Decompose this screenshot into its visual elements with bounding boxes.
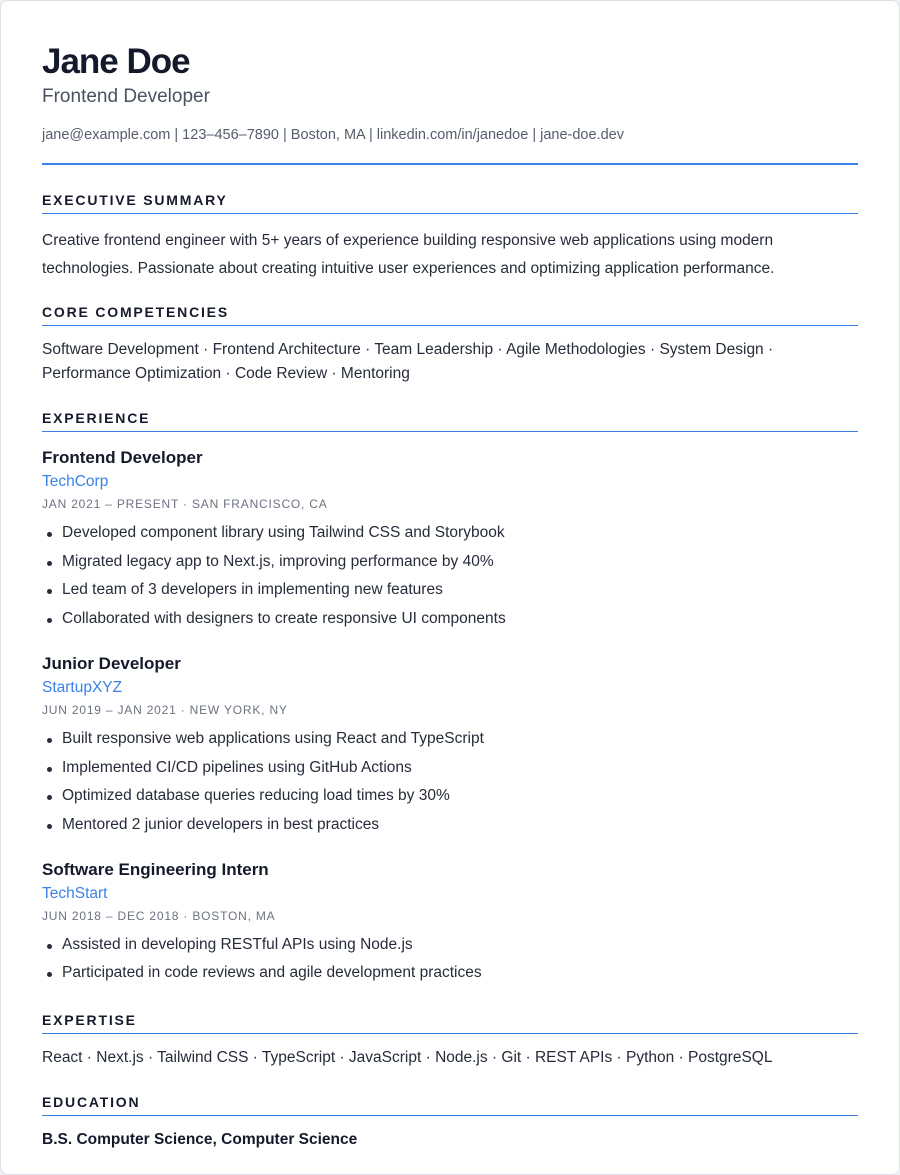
company-name: TechCorp [42, 473, 109, 490]
section-heading-competencies: CORE COMPETENCIES [42, 304, 858, 326]
job-dates-location: JAN 2021 – PRESENT · SAN FRANCISCO, CA [42, 497, 328, 511]
job-dates-location: JUN 2019 – JAN 2021 · NEW YORK, NY [42, 702, 288, 717]
contact-line: jane@example.com | 123–456–7890 | Boston, MA | linkedin.com/in/janedoe | jane-doe.dev [42, 127, 624, 143]
company-name: TechStart [42, 884, 108, 902]
job-title: Junior Developer [42, 653, 181, 673]
job-title: Software Engineering Intern [42, 859, 269, 879]
job-dates-location: JUN 2018 – DEC 2018 · BOSTON, MA [42, 908, 276, 923]
expertise-text: React · Next.js · Tailwind CSS · TypeScript · JavaScript · Node.js · Git · REST APIs · Python · PostgreSQL [42, 1049, 773, 1067]
job-bullet: Built responsive web applications using React and TypeScript [42, 725, 858, 754]
competencies-section [42, 304, 858, 386]
job-bullet: Collaborated with designers to create responsive UI components [42, 605, 858, 634]
job-bullet: Migrated legacy app to Next.js, improving performance by 40% [42, 548, 858, 577]
summary-section [42, 192, 858, 283]
job-title: Frontend Developer [42, 448, 203, 467]
candidate-name: Jane Doe [42, 42, 190, 81]
job-bullet: Optimized database queries reducing load times by 30% [42, 782, 858, 811]
competencies-text: Software Development · Frontend Architecture · Team Leadership · Agile Methodologies · System Design · Performance Optimization · Code Review · Mentoring [42, 341, 774, 382]
job-bullets [42, 519, 858, 634]
experience-section [42, 410, 858, 988]
candidate-title: Frontend Developer [42, 86, 210, 107]
job-entry [42, 446, 858, 634]
education-degree: B.S. Computer Science, Computer Science [42, 1131, 358, 1149]
job-bullets [42, 725, 858, 840]
section-heading-experience: EXPERIENCE [42, 410, 858, 432]
job-bullet: Developed component library using Tailwind CSS and Storybook [42, 519, 858, 548]
section-heading-education: EDUCATION [42, 1094, 858, 1116]
resume-header [42, 41, 858, 165]
section-heading-summary: EXECUTIVE SUMMARY [42, 192, 858, 214]
education-section [42, 1094, 858, 1152]
expertise-section [42, 1012, 858, 1070]
header-divider [42, 163, 858, 165]
job-entry [42, 858, 858, 988]
job-entry [42, 652, 858, 840]
job-bullet: Participated in code reviews and agile development practices [42, 959, 858, 988]
job-bullet: Implemented CI/CD pipelines using GitHub Actions [42, 754, 858, 783]
section-heading-expertise: EXPERTISE [42, 1012, 858, 1034]
job-bullet: Led team of 3 developers in implementing new features [42, 576, 858, 605]
job-bullet: Mentored 2 junior developers in best practices [42, 811, 858, 840]
job-bullet: Assisted in developing RESTful APIs using Node.js [42, 931, 858, 960]
summary-text: Creative frontend engineer with 5+ years of experience building responsive web applications using modern technologies. Passionate about creating intuitive user experiences and optimizing application performance. [42, 232, 775, 277]
job-bullets [42, 931, 858, 988]
company-name: StartupXYZ [42, 678, 123, 696]
